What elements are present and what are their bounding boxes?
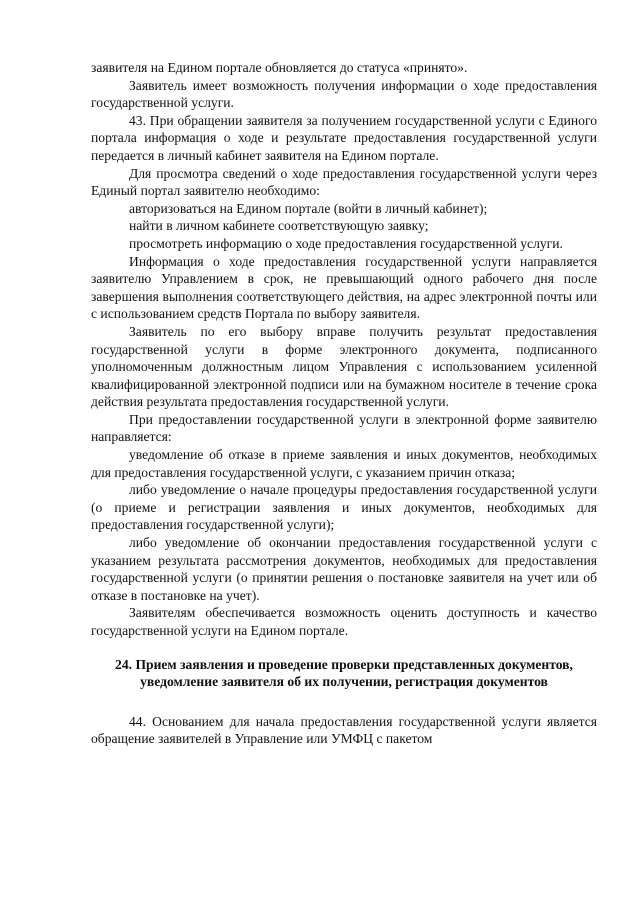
paragraph: 44. Основанием для начала предоставления государственной услуги является обращение заявителей в Управление или УМФЦ с пакетом — [91, 713, 597, 747]
paragraph: Заявителям обеспечивается возможность оценить доступность и качество государственной услуги на Едином портале. — [91, 605, 597, 638]
paragraphs-top — [91, 59, 597, 640]
paragraph: Для просмотра сведений о ходе предоставления государственной услуги через Единый портал заявителю необходимо: — [91, 165, 597, 199]
paragraph: 43. При обращении заявителя за получением государственной услуги с Единого портала информация о ходе и результате предоставления государственной услуги передается в личный кабинет заявителя на Едином портале. — [91, 112, 597, 163]
paragraph: заявителя на Едином портале обновляется до статуса «принято». — [91, 60, 468, 75]
paragraph: Заявитель по его выбору вправе получить результат предоставления государственной услуги в форме электронного документа, подписанного уполномоченным должностным лицом Управления с использованием усиленной квалифицированной электронной подписи или на бумажном носителе в течение срока действия результата предоставления государственной услуги. — [91, 323, 597, 410]
section-heading: 24. Прием заявления и проведение проверки представленных документов, уведомление заявителя об их получении, регистрация документов — [115, 656, 573, 690]
paragraph: уведомление об отказе в приеме заявления и иных документов, необходимых для предоставления государственной услуги, с указанием причин отказа; — [91, 447, 597, 480]
paragraph: Заявитель имеет возможность получения информации о ходе предоставления государственной услуги. — [91, 77, 597, 111]
paragraph: Информация о ходе предоставления государственной услуги направляется заявителю Управлением в срок, не превышающий одного рабочего дня после завершения выполнения соответствующего действия, на адрес электронной почты или с использованием средств Портала по выбору заявителя. — [91, 253, 597, 322]
paragraph: найти в личном кабинете соответствующую заявку; — [129, 218, 429, 234]
document-body — [91, 59, 597, 748]
paragraphs-bottom — [91, 713, 597, 748]
paragraph: просмотреть информацию о ходе предоставления государственной услуги. — [129, 235, 563, 251]
paragraph: либо уведомление о начале процедуры предоставления государственной услуги (о приеме и регистрации заявления и иных документов, необходимых для предоставления государственной услуги); — [91, 482, 597, 533]
paragraph: При предоставлении государственной услуги в электронной форме заявителю направляется: — [91, 411, 597, 445]
paragraph: авторизоваться на Едином портале (войти в личный кабинет); — [129, 200, 488, 216]
paragraph: либо уведомление об окончании предоставления государственной услуги с указанием результата рассмотрения документов, необходимых для предоставления государственной услуги (о принятии решения о постановке заявителя на учет или об отказе в постановке на учет). — [91, 535, 597, 603]
